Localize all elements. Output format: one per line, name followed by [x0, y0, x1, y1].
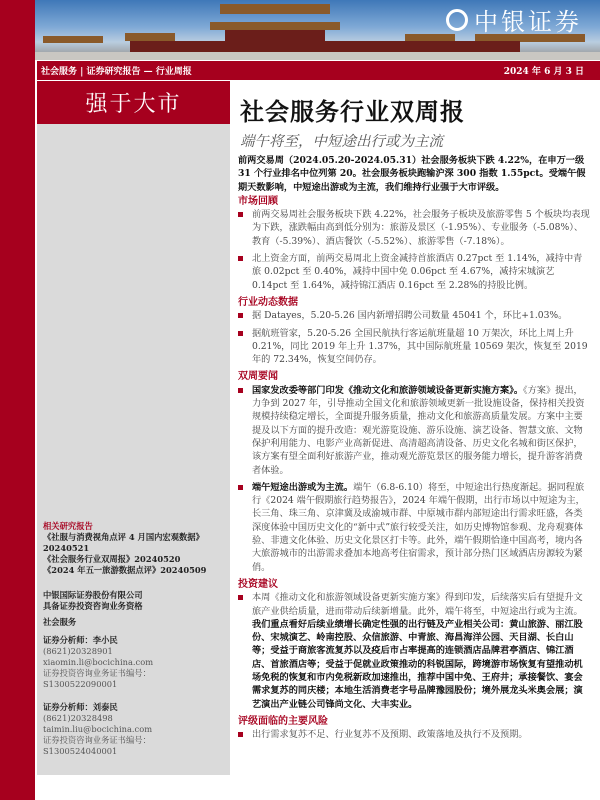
bullet-item [238, 208, 590, 248]
bullet-body: 端午（6.8-6.10）将至，中短途出行热度渐起。据同程旅行《2024 端午假期旅行趋势报告》，2024 年端午假期，出行市场以中短途为主，长三角、珠三角、京津冀及成渝城市群、中原城市群内部短途出行需求旺盛，各类深度体验中国历史文化的“新中式”旅行较受关注，如历史博物馆参观、龙舟观赛体验、非遗文化体验、历史文化景区打卡等。此外，端午假期恰逢中国高考，境内各大旅游城市的出游需求叠加本地高考住宿需求，预计部分热门区域酒店房源较为紧俏。 [252, 481, 585, 573]
section-heading: 评级面临的主要风险 [238, 715, 328, 727]
bullet-body: 本周《推动文化和旅游领域设备更新实施方案》得到印发，后续落实后有望提升文旅产业供给质量，进而带动后续新增量。此外，端午将至，中短途出行或为主流。 [252, 592, 583, 617]
related-report[interactable]: 《社服与消费视角点评 4 月国内宏观数据》20240521 [43, 532, 204, 553]
related-reports-heading: 相关研究报告 [43, 521, 93, 531]
report-subtitle: 端午将至，中短途出行或为主流 [240, 134, 443, 150]
analyst-block [43, 635, 224, 690]
section-heading: 双周要闻 [238, 371, 278, 383]
bullet-text [252, 384, 590, 477]
analyst-cert: 证券投资咨询业务证书编号：S1300522090001 [43, 668, 151, 689]
brand-name: 中银证券 [474, 8, 582, 36]
header-banner-image [35, 0, 600, 60]
bullet-body: 出行需求复苏不足、行业复苏不及预期、政策落地及执行不及预期。 [252, 729, 528, 741]
bullet-lead: 国家发改委等部门印发《推动文化和旅游领域设备更新实施方案》。 [252, 384, 524, 396]
boc-logo-icon [446, 9, 468, 31]
analyst-email[interactable]: xiaomin.li@bocichina.com [43, 657, 154, 667]
bullet-text [252, 591, 590, 711]
bullet-body: 前两交易周社会服务板块下跌 4.22%，社会服务子板块及旅游零售 5 个板块均表现为下跌，涨跌幅由高到低分别为：旅游及景区（-1.95%）、专业服务（-5.08%）、教育（-5.39%）、酒店餐饮（-5.52%）、旅游零售（-7.18%）。 [252, 209, 590, 247]
sector-label: 社会服务 [43, 617, 77, 627]
section-heading: 市场回顾 [238, 195, 278, 207]
bullet-item [238, 728, 590, 741]
summary: 前两交易周（2024.05.20-2024.05.31）社会服务板块下跌 4.22%，在申万一级 31 个行业排名中位列第 20。社会服务板块跑输沪深 300 指数 1.55pct。受端午假期天数影响，中短途出游或为主流，我们维持行业强于大市评级。 [238, 155, 586, 193]
analyst-block [43, 702, 224, 757]
bullet-square-icon [238, 327, 252, 367]
bullet-text [252, 728, 528, 741]
brand-logo [446, 2, 582, 37]
related-report[interactable]: 《社会服务行业双周报》20240520 [43, 554, 181, 564]
qualification: 具备证券投资咨询业务资格 [43, 601, 143, 611]
bullet-square-icon [238, 481, 252, 574]
bullet-body: 据航班管家，5.20-5.26 全国民航执行客运航班量超 10 万架次，环比上周上升 0.21%，同比 2019 年上升 1.37%，其中国际航班量 10569 架次，恢复至 2019 年的 72.34%，恢复空间仍存。 [252, 327, 588, 366]
related-report[interactable]: 《2024 年五一旅游数据点评》20240509 [43, 565, 207, 575]
report-body [238, 154, 590, 745]
bullet-lead: 端午短途出游或为主流。 [252, 481, 354, 493]
bullet-square-icon [238, 384, 252, 477]
analyst-name: 证券分析师：刘泰民 [43, 702, 118, 712]
analyst-cert: 证券投资咨询业务证书编号：S1300524040001 [43, 735, 151, 756]
bullet-item [238, 252, 590, 292]
company-name: 中银国际证券股份有限公司 [43, 590, 143, 600]
bullet-item [238, 309, 590, 322]
analyst-phone: (8621)20328498 [43, 713, 113, 723]
bullet-square-icon [238, 208, 252, 248]
bullet-item [238, 384, 590, 477]
bullet-item [238, 591, 590, 711]
report-title: 社会服务行业双周报 [240, 97, 465, 126]
analyst-email[interactable]: taimin.liu@bocichina.com [43, 724, 153, 734]
left-brand-stripe [0, 0, 35, 800]
bullet-text [252, 481, 590, 574]
bullet-square-icon [238, 252, 252, 292]
bullet-square-icon [238, 591, 252, 711]
bullet-item [238, 327, 590, 367]
analyst-phone: (8621)20328901 [43, 646, 113, 656]
sidebar [37, 124, 230, 775]
bullet-text [252, 208, 590, 248]
bullet-square-icon [238, 309, 252, 322]
section-heading: 投资建议 [238, 578, 278, 590]
bullet-text [252, 327, 590, 367]
analyst-name: 证券分析师：李小民 [43, 635, 118, 645]
bullet-text [252, 309, 567, 322]
section-heading: 行业动态数据 [238, 296, 298, 308]
bullet-body: 北上资金方面，前两交易周北上资金减持首旅酒店 0.27pct 至 1.14%，减持中青旅 0.02pct 至 0.40%，减持中国中免 0.06pct 至 4.67%，减持宋城演艺 0.14pct 至 1.64%，减持锦江酒店 0.16pct 至 2.28%的持股比例。 [252, 253, 583, 291]
report-category-bar [37, 61, 600, 80]
report-date: 2024 年 6 月 3 日 [503, 67, 584, 77]
bullet-item [238, 481, 590, 574]
rating-badge: 强于大市 [37, 81, 230, 124]
bullet-body: 据 Datayes，5.20-5.26 国内新增招聘公司数量 45041 个，环比+1.03%。 [252, 310, 568, 322]
bullet-square-icon [238, 728, 252, 741]
bullet-text [252, 252, 590, 292]
bullet-emphasis: 我们重点看好后续业绩增长确定性强的出行链及产业相关公司：黄山旅游、丽江股份、宋城演艺、岭南控股、众信旅游、中青旅、海昌海洋公园、天目湖、长白山等；受益于商旅客流复苏以及疫后市占率提高的连锁酒店品牌君亭酒店、锦江酒店、首旅酒店等；受益于促就业政策推动的科锐国际，跨境游市场恢复有望推动机场免税的恢复和市内免税新政加速推出，推荐中国中免、王府井；承接餐饮、宴会需求复苏的同庆楼；本地生活消费老字号品牌豫园股份；境外展龙头米奥会展；演艺演出产业链公司锋尚文化、大丰实业。 [252, 618, 583, 710]
bullet-body: 《方案》提出，力争到 2027 年，引导推动全国文化和旅游领域更新一批设施设备，保持相关投资规模持续稳定增长，全面提升服务质量，推动文化和旅游高质量发展。方案中主要提及以下方面的提升改造：观光游览设施、游乐设施、演艺设备、智慧文旅、文物保护利用能力、电影产业高新促进、高清超高清设备、历史文化名城和街区保护，该方案有望全面利好旅游产业，推动观光游览景区的服务能力增长，提升游客消费者体验。 [252, 384, 585, 476]
breadcrumb: 社会服务 | 证券研究报告 — 行业周报 [41, 67, 192, 77]
